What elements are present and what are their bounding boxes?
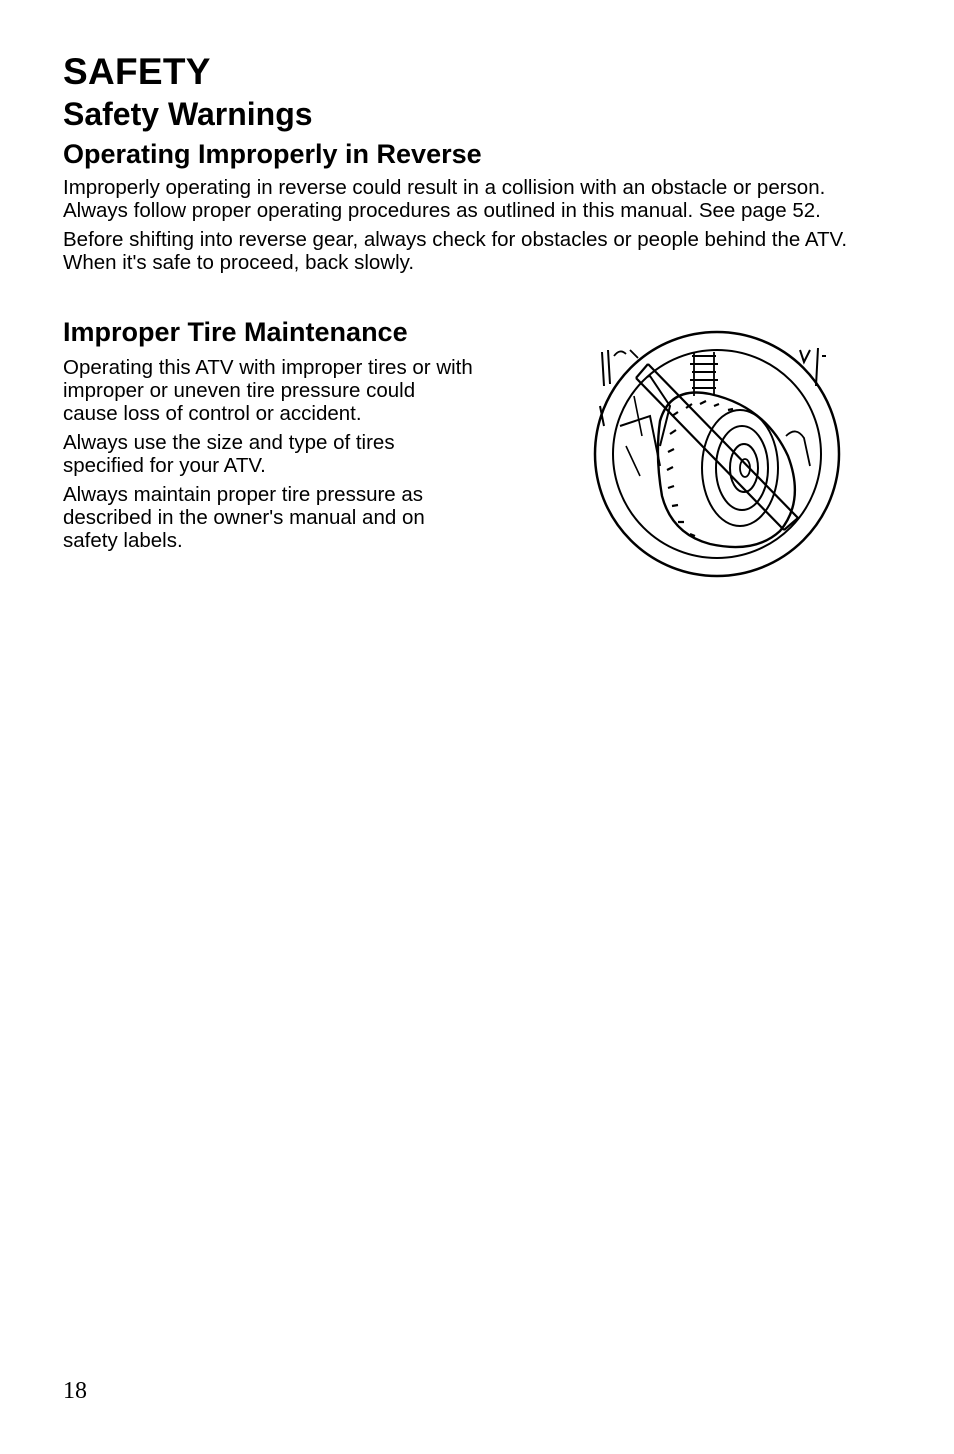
tire-heading: Improper Tire Maintenance bbox=[63, 317, 408, 347]
tire-paragraph-3: Always maintain proper tire pressure as described in the owner's manual and on safety labels. bbox=[63, 482, 425, 552]
reverse-warning-section bbox=[63, 140, 863, 280]
tire-warning-section bbox=[63, 318, 473, 558]
section-title: Safety Warnings bbox=[63, 96, 313, 132]
reverse-paragraph-2: Before shifting into reverse gear, always check for obstacles or people behind the ATV. When it's safe to proceed, back slowly. bbox=[63, 227, 848, 274]
tire-paragraph-2: Always use the size and type of tires specified for your ATV. bbox=[63, 430, 395, 477]
no-flat-tire-icon bbox=[590, 326, 845, 582]
tire-paragraph-1: Operating this ATV with improper tires or with improper or uneven tire pressure could cause loss of control or accident. bbox=[63, 355, 473, 425]
reverse-paragraph-1: Improperly operating in reverse could result in a collision with an obstacle or person. Always follow proper operating procedures as outlined in this manual. See page 52. bbox=[63, 175, 826, 222]
page-number: 18 bbox=[63, 1378, 87, 1404]
page-title: SAFETY bbox=[63, 51, 211, 92]
reverse-heading: Operating Improperly in Reverse bbox=[63, 139, 482, 169]
